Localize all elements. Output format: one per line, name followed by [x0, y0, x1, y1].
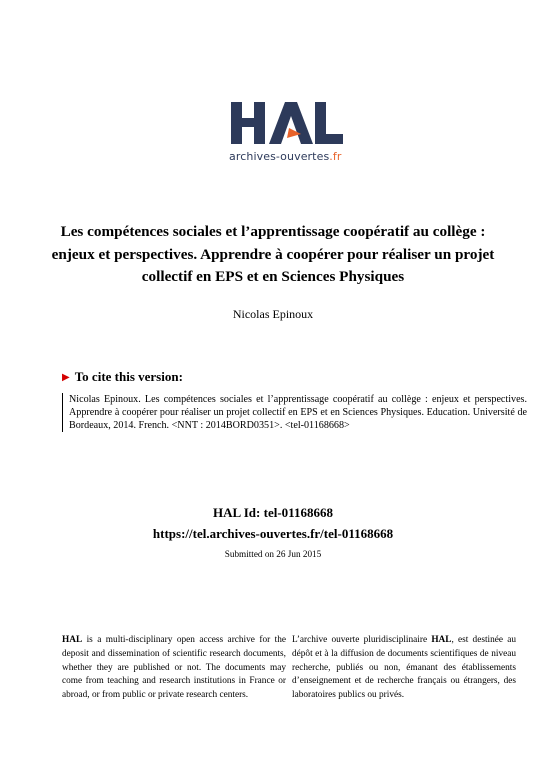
triangle-right-icon: ▶	[62, 372, 70, 383]
paper-title: Les compétences sociales et l’apprentissage coopératif au collège : enjeux et perspectives. Apprendre à coopérer pour réaliser un projet collectif en EPS et en Sciences Physiques	[51, 223, 495, 285]
paper-author: Nicolas Epinoux	[232, 307, 314, 321]
submitted-date: Submitted on 26 Jun 2015	[224, 549, 322, 559]
description-french: L’archive ouverte pluridisciplinaire HAL, est destinée au dépôt et à la diffusion de documents scientifiques de niveau recherche, publiés ou non, émanant des établissements d’enseignement et de recherche français ou étrangers, des laboratoires publics ou privés.	[292, 635, 516, 701]
hal-logo-icon	[229, 100, 345, 152]
logo-subtitle: archives-ouvertes.fr	[229, 150, 342, 163]
hal-id: HAL Id: tel-01168668	[213, 505, 333, 520]
citation-text: Nicolas Epinoux. Les compétences sociales et l’apprentissage coopératif au collège : enjeux et perspectives. Apprendre à coopérer pour réaliser un projet collectif en EPS et en Sciences Physiques. Education. Université de Bordeaux, 2014. French. <NNT : 2014BORD0351>. <tel-01168668>	[62, 393, 527, 432]
hal-url-link[interactable]: https://tel.archives-ouvertes.fr/tel-01168668	[152, 526, 394, 541]
cite-heading: ▶ To cite this version:	[62, 369, 183, 384]
description-english: HAL is a multi-disciplinary open access archive for the deposit and dissemination of scientific research documents, whether they are published or not. The documents may come from teaching and research institutions in France or abroad, or from public or private research centers.	[62, 635, 286, 701]
